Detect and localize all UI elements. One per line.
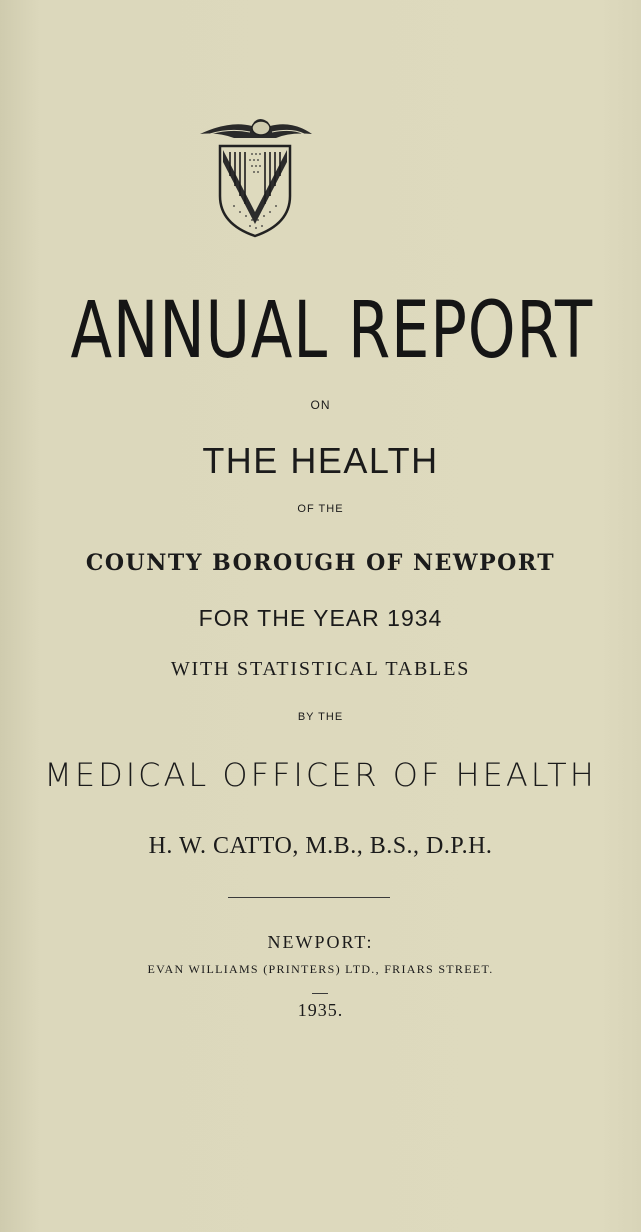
officer-name: H. W. CATTO, M.B., B.S., D.P.H. bbox=[148, 833, 493, 859]
of-the-label: OF THE bbox=[297, 503, 344, 515]
short-divider bbox=[312, 993, 328, 994]
publication-year: 1935. bbox=[297, 1000, 344, 1020]
officer-title: MEDICAL OFFICER OF HEALTH bbox=[44, 756, 597, 794]
tables-line: WITH STATISTICAL TABLES bbox=[170, 658, 471, 680]
on-label: ON bbox=[310, 398, 331, 412]
divider-rule bbox=[228, 897, 390, 898]
printer-line: EVAN WILLIAMS (PRINTERS) LTD., FRIARS STREET. bbox=[147, 962, 494, 976]
year-line: FOR THE YEAR 1934 bbox=[198, 605, 443, 631]
publication-place: NEWPORT: bbox=[267, 932, 374, 952]
shield-crest-icon bbox=[190, 112, 320, 242]
borough-heading: COUNTY BOROUGH OF NEWPORT bbox=[85, 550, 556, 576]
subject-heading: THE HEALTH bbox=[202, 440, 439, 481]
by-the-label: BY THE bbox=[297, 711, 344, 723]
report-title: ANNUAL REPORT bbox=[70, 286, 593, 376]
